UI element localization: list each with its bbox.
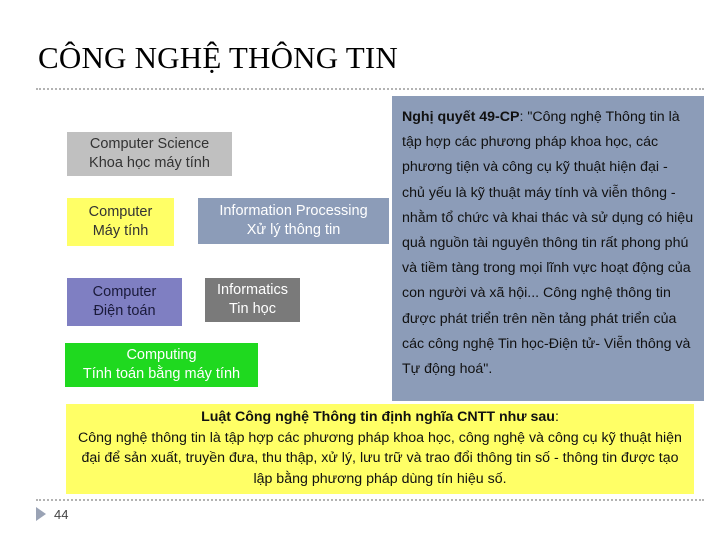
resolution-text: : "Công nghệ Thông tin là tập hợp các phương pháp khoa học, các phương tiện và công cụ kỹ thuật hiện đại - chủ yếu là kỹ thuật máy tính và viễn thông - nhằm tổ chức và khai thác và sử dụng có hiệu quả nguồn tài nguyên thông tin rất phong phú và tiềm tàng trong mọi lĩnh vực hoạt động của con người và xã hội... Công nghệ thông tin được phát triển trên nền tảng phát triển của các công nghệ Tin học-Điện tử- Viễn thông và Tự động hoá". xyxy=(402,109,694,378)
box-information-processing-line1: Information Processing xyxy=(219,203,368,219)
resolution-lead: Nghị quyết 49-CP xyxy=(402,109,520,125)
box-computer-science-line1: Computer Science xyxy=(89,136,210,152)
box-computer-science-line2: Khoa học máy tính xyxy=(89,155,210,171)
box-information-processing-line2: Xử lý thông tin xyxy=(246,222,341,238)
box-information-processing xyxy=(198,198,389,244)
page-number: 44 xyxy=(54,507,69,522)
box-computing-line1: Computing xyxy=(126,347,197,363)
box-dien-toan-line2: Điện toán xyxy=(93,303,156,319)
box-computer xyxy=(67,198,174,246)
it-law-body: Công nghệ thông tin là tập hợp các phương pháp khoa học, công nghệ và công cụ kỹ thuật hiện đại để sản xuất, truyền đưa, thu thập, xử lý, lưu trữ và trao đổi thông tin số - thông tin được tạo lập bằng phương pháp dùng tín hiệu số. xyxy=(78,429,682,487)
slide-title: CÔNG NGHỆ THÔNG TIN xyxy=(38,40,398,75)
it-law-heading-line xyxy=(72,407,688,428)
box-computer-line2: Máy tính xyxy=(92,223,149,239)
resolution-49cp-panel xyxy=(392,96,704,401)
box-computer-line1: Computer xyxy=(88,204,153,220)
footer-divider xyxy=(36,499,704,501)
box-informatics-line2: Tin học xyxy=(228,301,276,317)
box-computing-line2: Tính toán bằng máy tính xyxy=(82,366,241,382)
box-dien-toan-line1: Computer xyxy=(92,284,157,300)
it-law-heading: Luật Công nghệ Thông tin định nghĩa CNTT như sau xyxy=(201,409,555,425)
it-law-definition-panel xyxy=(66,404,694,494)
box-computer-science xyxy=(67,132,232,176)
triangle-bullet-icon xyxy=(36,507,46,521)
box-informatics xyxy=(205,278,300,322)
it-law-heading-colon: : xyxy=(554,409,559,425)
title-divider xyxy=(36,88,704,90)
box-informatics-line1: Informatics xyxy=(217,282,288,298)
box-computing xyxy=(65,343,258,387)
box-dien-toan xyxy=(67,278,182,326)
